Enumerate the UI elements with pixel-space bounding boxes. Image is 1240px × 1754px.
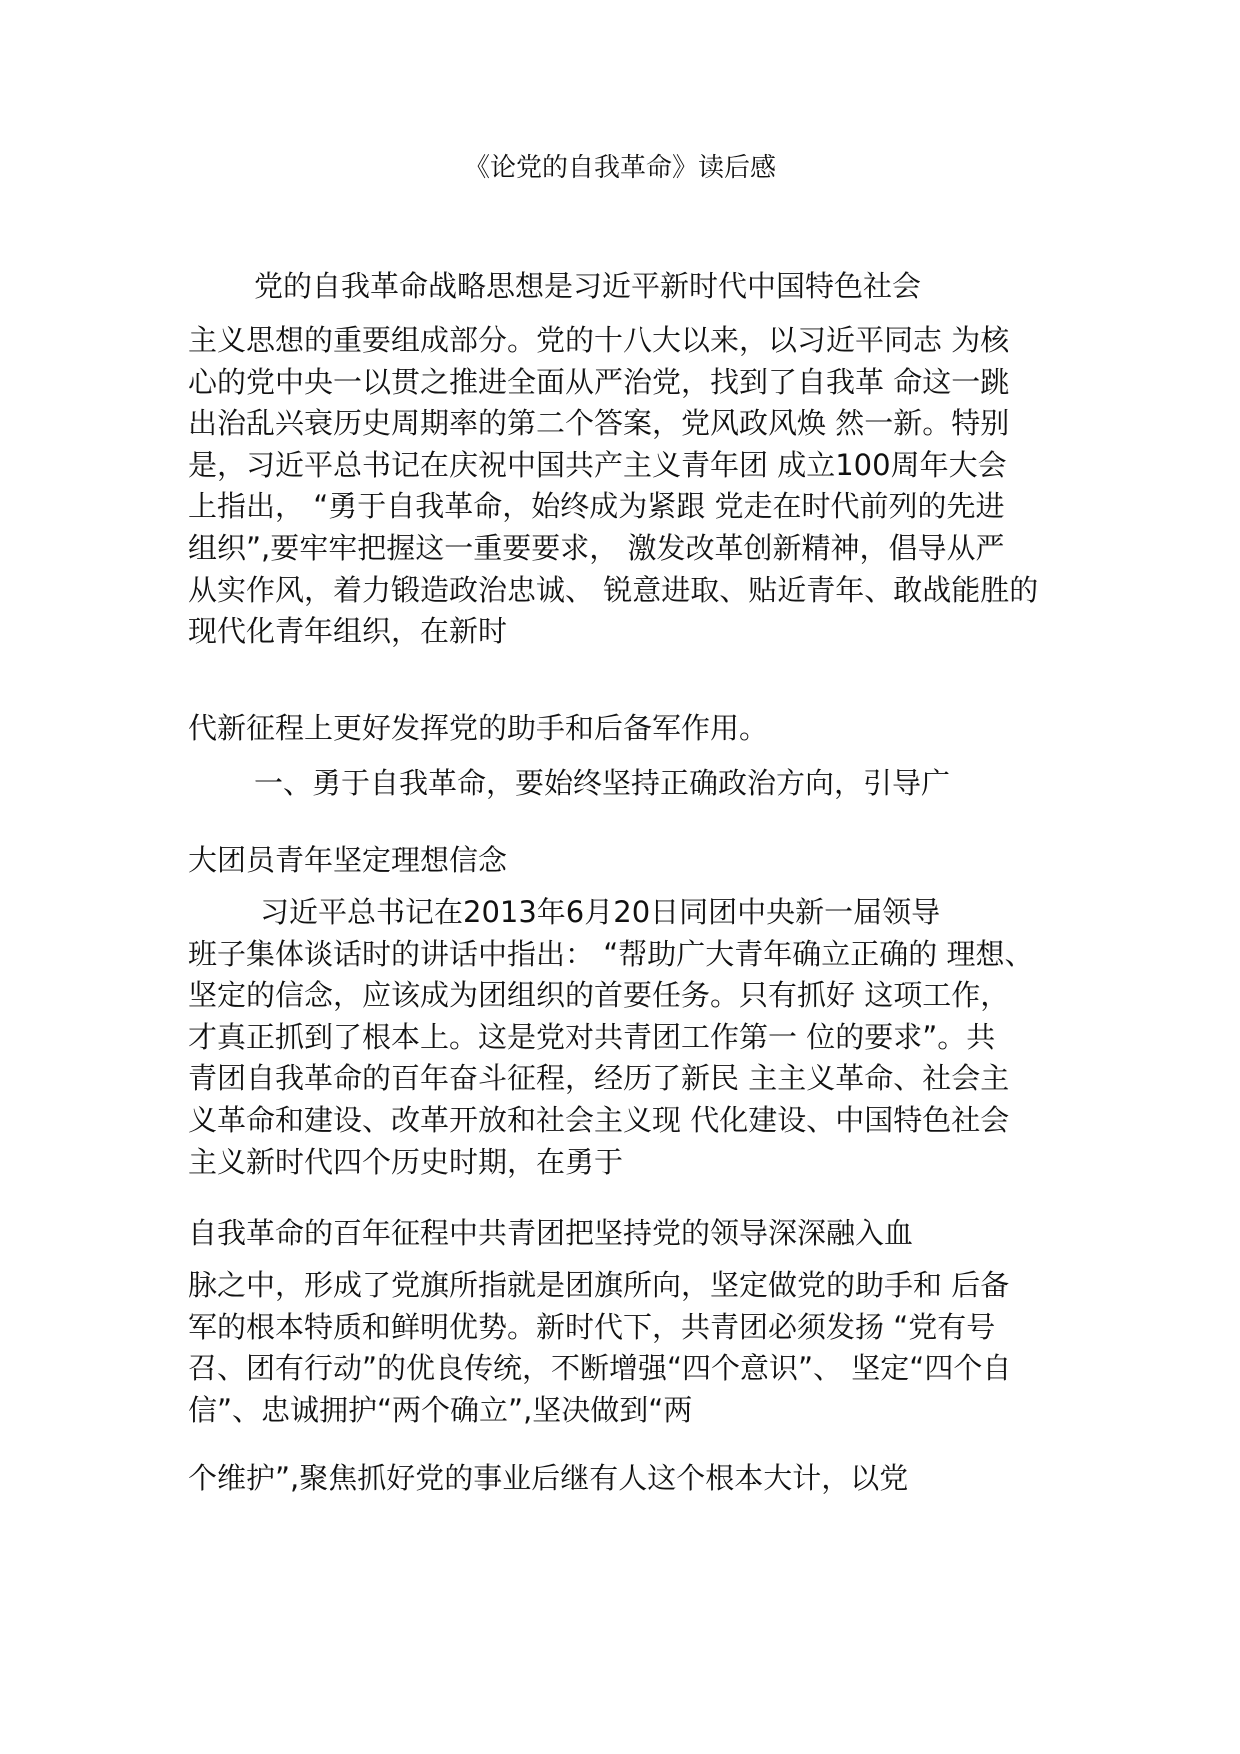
paragraph-line: 习近平总书记在2013年6月20日同团中央新一届领导 [260, 895, 941, 929]
paragraph-line: 青团自我革命的百年奋斗征程，经历了新民 主主义革命、社会主 [188, 1061, 1010, 1096]
paragraph-line: 上指出， “勇于自我革命，始终成为紧跟 党走在时代前列的先进 [188, 489, 1005, 524]
paragraph-line: 主义思想的重要组成部分。党的十八大以来，以习近平同志 为核 [188, 323, 1010, 357]
section-heading-line-1: 一、勇于自我革命，要始终坚持正确政治方向，引导广 [254, 766, 951, 800]
paragraph-line: 义革命和建设、改革开放和社会主义现 代化建设、中国特色社会 [188, 1102, 1010, 1137]
paragraph-line: 脉之中，形成了党旗所指就是团旗所向，坚定做党的助手和 后备 [188, 1268, 1010, 1302]
paragraph-line: 主义新时代四个历史时期，在勇于 [188, 1144, 624, 1179]
paragraph-line: 出治乱兴衰历史周期率的第二个答案，党风政风焕 然一新。特别 [188, 406, 1010, 441]
paragraph-2 [188, 892, 1068, 1183]
paragraph-line: 信”、忠诚拥护“两个确立”,坚决做到“两 [188, 1392, 693, 1427]
paragraph-1-tail: 代新征程上更好发挥党的助手和后备军作用。 [188, 711, 769, 745]
paragraph-line: 才真正抓到了根本上。这是党对共青团工作第一 位的要求”。共 [188, 1019, 996, 1054]
paragraph-line: 是，习近平总书记在庆祝中国共产主义青年团 成立100周年大会 [188, 447, 1007, 482]
paragraph-3 [188, 1265, 1068, 1431]
paragraph-2-tail: 自我革命的百年征程中共青团把坚持党的领导深深融入血 [188, 1216, 914, 1250]
paragraph-line: 坚定的信念，应该成为团组织的首要任务。只有抓好 这项工作， [188, 978, 1010, 1013]
paragraph-line: 从实作风，着力锻造政治忠诚、 锐意进取、贴近青年、敢战能胜的 [188, 572, 1039, 607]
paragraph-3-tail: 个维护”,聚焦抓好党的事业后继有人这个根本大计，以党 [188, 1461, 909, 1495]
paragraph-line: 现代化青年组织，在新时 [188, 614, 508, 649]
paragraph-line: 军的根本特质和鲜明优势。新时代下，共青团必须发扬 “党有号 [188, 1309, 996, 1344]
paragraph-line: 组织”,要牢牢把握这一重要要求， 激发改革创新精神，倡导从严 [188, 530, 1005, 565]
paragraph-line: 党的自我革命战略思想是习近平新时代中国特色社会 [254, 269, 922, 303]
paragraph-1 [188, 266, 1068, 653]
paragraph-line: 班子集体谈话时的讲话中指出： “帮助广大青年确立正确的 理想、 [188, 936, 1034, 971]
paragraph-line: 心的党中央一以贯之推进全面从严治党，找到了自我革 命这一跳 [188, 364, 1010, 399]
section-heading-line-2: 大团员青年坚定理想信念 [188, 843, 508, 877]
document-title: 《论党的自我革命》读后感 [463, 153, 776, 183]
paragraph-line: 召、团有行动”的优良传统，不断增强“四个意识”、 坚定“四个自 [188, 1351, 1012, 1386]
